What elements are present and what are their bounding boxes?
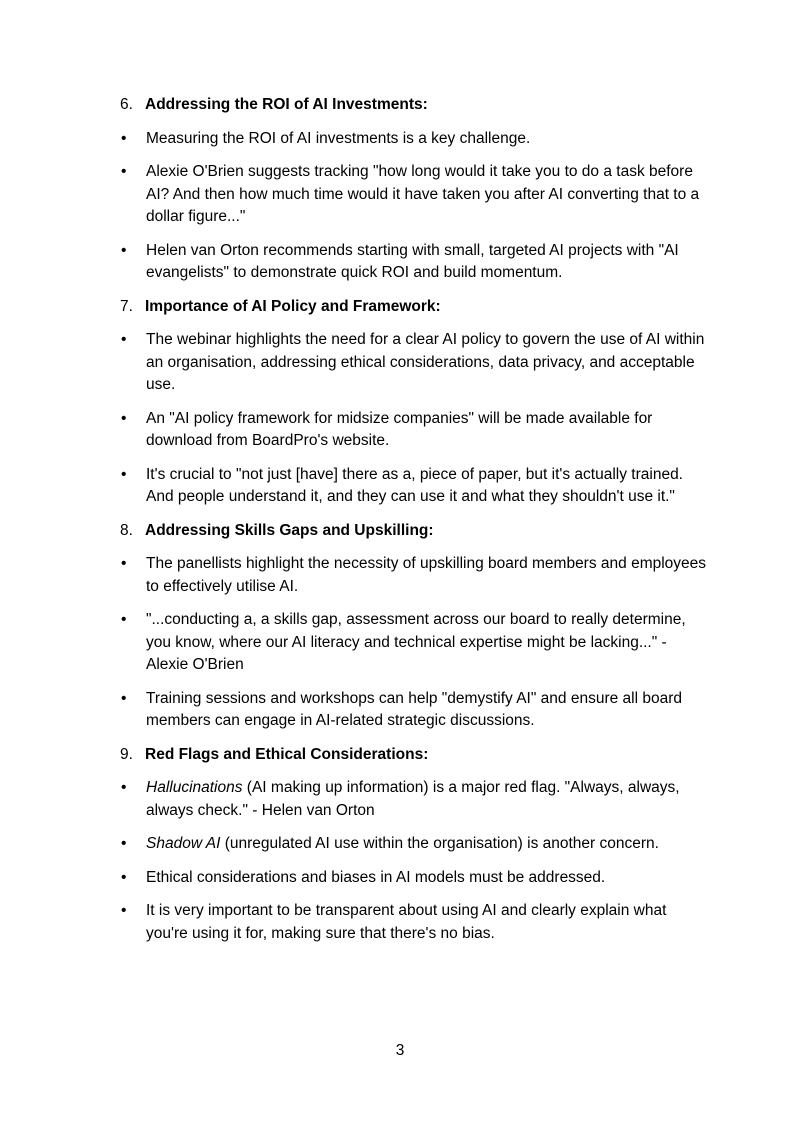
list-item-rest-text: (AI making up information) is a major red flag. "Always, always, always check." - Helen van Orton — [146, 779, 680, 819]
list-item — [120, 867, 710, 890]
list-item — [120, 128, 710, 151]
list-item-text — [146, 777, 710, 822]
bullet-icon: • — [121, 409, 127, 427]
page-content — [120, 94, 710, 956]
list-item-text: Ethical considerations and biases in AI models must be addressed. — [146, 868, 606, 886]
bullet-icon: • — [121, 241, 127, 259]
bullet-icon: • — [121, 465, 127, 483]
list-item-text: An "AI policy framework for midsize companies" will be made available for download from BoardPro's website. — [146, 409, 653, 449]
list-item-text: Training sessions and workshops can help "demystify AI" and ensure all board members can engage in AI-related strategic discussions. — [146, 689, 682, 729]
bullet-icon: • — [121, 689, 127, 707]
bullet-icon: • — [121, 835, 127, 852]
list-item-text — [146, 833, 710, 856]
bullet-icon: • — [121, 331, 127, 348]
section-heading — [120, 296, 710, 319]
list-item-text: Helen van Orton recommends starting with small, targeted AI projects with "AI evangelists" to demonstrate quick ROI and build momentum. — [146, 241, 679, 281]
list-item — [120, 161, 710, 229]
list-item — [120, 329, 710, 397]
bullet-icon: • — [121, 611, 127, 628]
section-heading — [120, 94, 710, 117]
list-item-text: The panellists highlight the necessity of upskilling board members and employees to effectively utilise AI. — [146, 555, 707, 595]
section-heading — [120, 520, 710, 543]
section-number: 7. — [120, 297, 133, 315]
section-number: 8. — [120, 521, 133, 539]
list-item — [120, 833, 710, 856]
emphasized-term: Shadow AI — [146, 835, 221, 852]
list-item-text: It is very important to be transparent about using AI and clearly explain what you're using it for, making sure that there's no bias. — [146, 902, 667, 942]
page-number: 3 — [395, 1042, 405, 1059]
list-item — [120, 240, 710, 285]
section-title: Importance of AI Policy and Framework: — [145, 297, 441, 315]
section-title: Addressing Skills Gaps and Upskilling: — [145, 521, 434, 539]
section-number: 9. — [120, 745, 133, 763]
list-item — [120, 464, 710, 509]
bullet-icon: • — [121, 555, 127, 572]
list-item-text: It's crucial to "not just [have] there as a, piece of paper, but it's actually trained. And people understand it, and they can use it and what they shouldn't use it." — [146, 465, 683, 505]
list-item — [120, 609, 710, 677]
list-item-text: The webinar highlights the need for a clear AI policy to govern the use of AI within an organisation, addressing ethical considerations, data privacy, and acceptable use. — [146, 331, 705, 393]
bullet-icon: • — [121, 129, 127, 147]
bullet-icon: • — [121, 902, 127, 919]
section-heading — [120, 744, 710, 767]
section-title: Addressing the ROI of AI Investments: — [145, 96, 428, 113]
list-item-text: Measuring the ROI of AI investments is a key challenge. — [146, 129, 531, 147]
list-item — [120, 777, 710, 822]
section-title: Red Flags and Ethical Considerations: — [145, 745, 429, 763]
emphasized-term: Hallucinations — [146, 779, 243, 796]
section-number: 6. — [120, 96, 133, 113]
bullet-icon: • — [121, 868, 127, 886]
bullet-icon: • — [121, 163, 127, 180]
list-item — [120, 900, 710, 945]
list-item-rest-text: (unregulated AI use within the organisation) is another concern. — [220, 835, 659, 852]
list-item — [120, 408, 710, 453]
list-item — [120, 553, 710, 598]
list-item-text: Alexie O'Brien suggests tracking "how long would it take you to do a task before AI? And then how much time would it have taken you after AI converting that to a dollar figure..." — [146, 163, 700, 225]
list-item-text: "...conducting a, a skills gap, assessment across our board to really determine, you know, where our AI literacy and technical expertise might be lacking..." - Alexie O'Brien — [146, 611, 686, 673]
bullet-icon: • — [121, 779, 127, 796]
list-item — [120, 688, 710, 733]
